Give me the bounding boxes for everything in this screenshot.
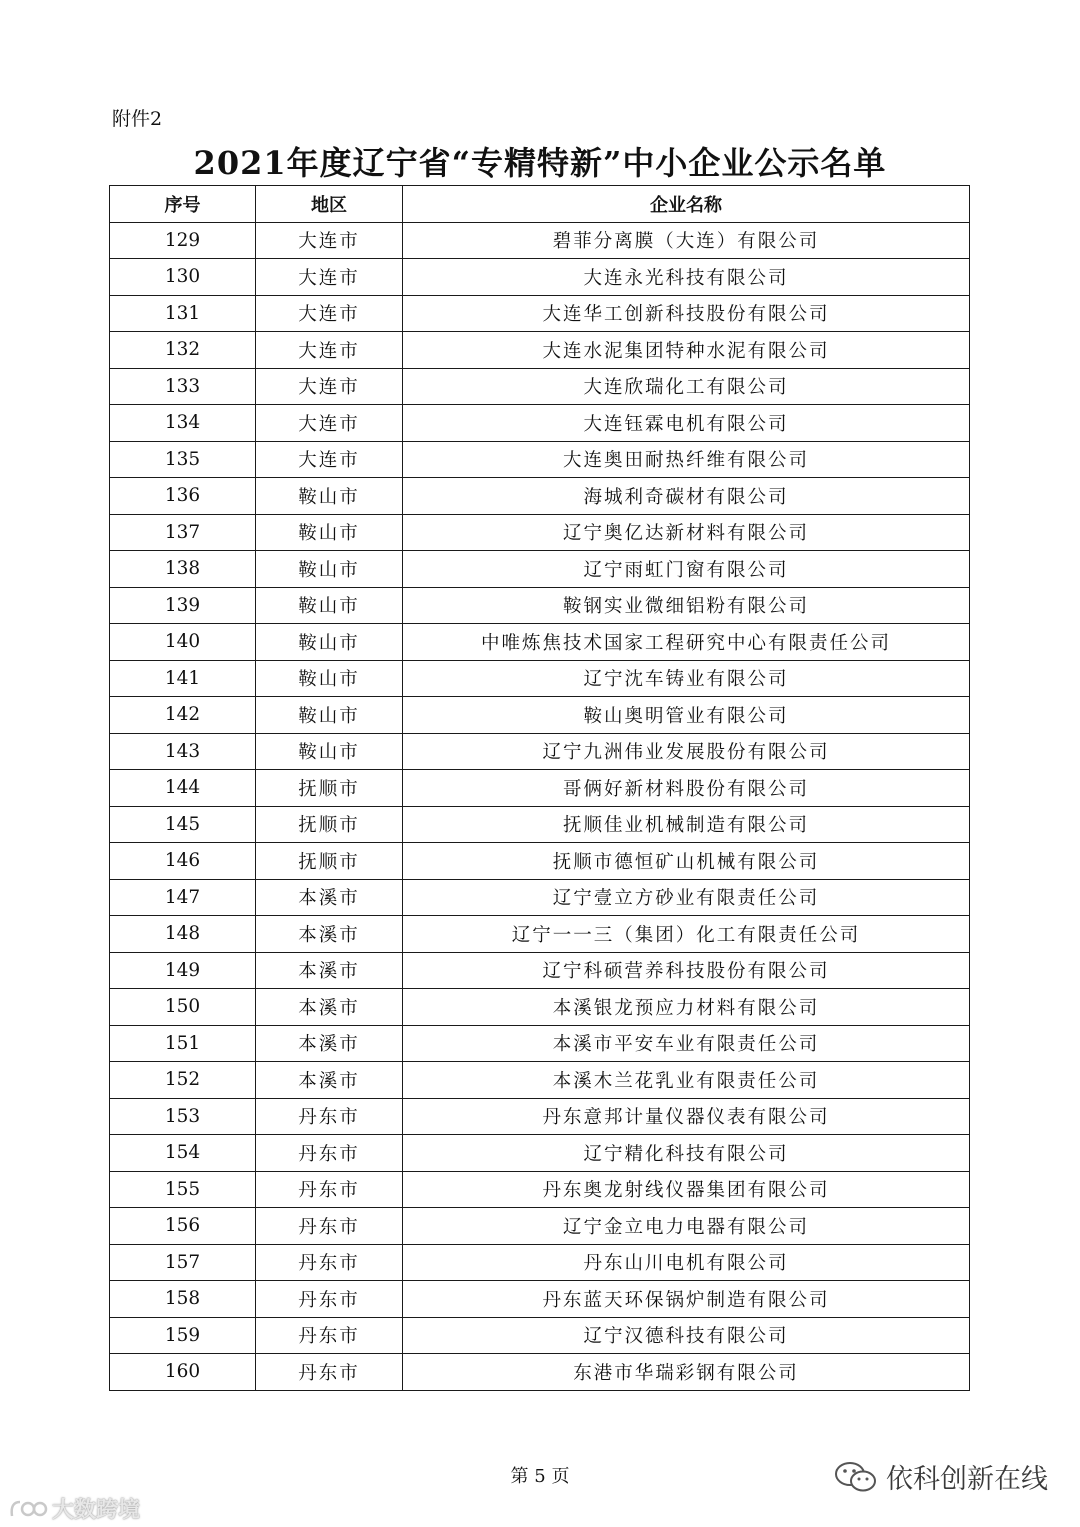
row-index: 152 — [110, 1062, 256, 1099]
table-row — [110, 989, 970, 1026]
row-company-name: 抚顺佳业机械制造有限公司 — [403, 806, 970, 843]
row-index: 151 — [110, 1025, 256, 1062]
row-region: 丹东市 — [256, 1171, 403, 1208]
header-index: 序号 — [110, 186, 256, 223]
attachment-label: 附件2 — [112, 108, 163, 130]
row-company-name: 辽宁汉德科技有限公司 — [403, 1317, 970, 1354]
row-region: 大连市 — [256, 332, 403, 369]
row-index: 143 — [110, 733, 256, 770]
header-region: 地区 — [256, 186, 403, 223]
row-region: 丹东市 — [256, 1244, 403, 1281]
row-index: 133 — [110, 368, 256, 405]
table-row — [110, 1171, 970, 1208]
row-region: 鞍山市 — [256, 660, 403, 697]
header-company: 企业名称 — [403, 186, 970, 223]
row-region: 鞍山市 — [256, 733, 403, 770]
row-region: 本溪市 — [256, 1025, 403, 1062]
table-row — [110, 952, 970, 989]
row-index: 145 — [110, 806, 256, 843]
row-index: 159 — [110, 1317, 256, 1354]
row-index: 138 — [110, 551, 256, 588]
table-row — [110, 879, 970, 916]
row-company-name: 本溪银龙预应力材料有限公司 — [403, 989, 970, 1026]
row-index: 160 — [110, 1354, 256, 1391]
row-region: 鞍山市 — [256, 624, 403, 661]
row-index: 141 — [110, 660, 256, 697]
table-row — [110, 843, 970, 880]
row-company-name: 碧菲分离膜（大连）有限公司 — [403, 222, 970, 259]
row-region: 本溪市 — [256, 879, 403, 916]
row-company-name: 大连永光科技有限公司 — [403, 259, 970, 296]
table-row — [110, 405, 970, 442]
table-row — [110, 551, 970, 588]
row-company-name: 丹东蓝天环保锅炉制造有限公司 — [403, 1281, 970, 1318]
site-mark-text: 大数跨境 — [52, 1498, 141, 1523]
table-row — [110, 1062, 970, 1099]
row-index: 136 — [110, 478, 256, 515]
table-row — [110, 697, 970, 734]
row-index: 142 — [110, 697, 256, 734]
row-region: 鞍山市 — [256, 697, 403, 734]
row-region: 大连市 — [256, 368, 403, 405]
table-row — [110, 1135, 970, 1172]
site-watermark — [8, 1493, 140, 1524]
table-row — [110, 368, 970, 405]
row-region: 鞍山市 — [256, 587, 403, 624]
page-number: 第 5 页 — [510, 1466, 570, 1487]
row-index: 154 — [110, 1135, 256, 1172]
row-region: 丹东市 — [256, 1317, 403, 1354]
table-row — [110, 806, 970, 843]
table-row — [110, 624, 970, 661]
wechat-account-name: 依科创新在线 — [886, 1464, 1048, 1495]
row-company-name: 丹东奥龙射线仪器集团有限公司 — [403, 1171, 970, 1208]
row-region: 抚顺市 — [256, 806, 403, 843]
row-region: 丹东市 — [256, 1135, 403, 1172]
row-index: 156 — [110, 1208, 256, 1245]
row-index: 131 — [110, 295, 256, 332]
company-list-table — [109, 185, 970, 1391]
row-company-name: 辽宁九洲伟业发展股份有限公司 — [403, 733, 970, 770]
row-company-name: 东港市华瑞彩钢有限公司 — [403, 1354, 970, 1391]
row-region: 抚顺市 — [256, 843, 403, 880]
row-company-name: 中唯炼焦技术国家工程研究中心有限责任公司 — [403, 624, 970, 661]
table-row — [110, 1098, 970, 1135]
table-row — [110, 660, 970, 697]
page-title: 2021年度辽宁省“专精特新”中小企业公示名单 — [193, 144, 887, 182]
row-company-name: 本溪市平安车业有限责任公司 — [403, 1025, 970, 1062]
row-index: 137 — [110, 514, 256, 551]
row-index: 150 — [110, 989, 256, 1026]
row-index: 135 — [110, 441, 256, 478]
row-region: 鞍山市 — [256, 551, 403, 588]
row-company-name: 鞍钢实业微细铝粉有限公司 — [403, 587, 970, 624]
table-row — [110, 1317, 970, 1354]
row-company-name: 辽宁雨虹门窗有限公司 — [403, 551, 970, 588]
row-company-name: 大连华工创新科技股份有限公司 — [403, 295, 970, 332]
row-region: 鞍山市 — [256, 478, 403, 515]
row-index: 132 — [110, 332, 256, 369]
row-index: 158 — [110, 1281, 256, 1318]
row-company-name: 海城利奇碳材有限公司 — [403, 478, 970, 515]
row-index: 130 — [110, 259, 256, 296]
row-region: 大连市 — [256, 441, 403, 478]
table-row — [110, 514, 970, 551]
row-company-name: 辽宁精化科技有限公司 — [403, 1135, 970, 1172]
row-index: 129 — [110, 222, 256, 259]
row-index: 148 — [110, 916, 256, 953]
table-row — [110, 733, 970, 770]
table-header-row — [110, 186, 970, 223]
row-company-name: 辽宁沈车铸业有限公司 — [403, 660, 970, 697]
row-company-name: 大连奥田耐热纤维有限公司 — [403, 441, 970, 478]
table-row — [110, 1354, 970, 1391]
row-region: 本溪市 — [256, 952, 403, 989]
row-company-name: 本溪木兰花乳业有限责任公司 — [403, 1062, 970, 1099]
row-company-name: 丹东山川电机有限公司 — [403, 1244, 970, 1281]
table-row — [110, 478, 970, 515]
row-index: 139 — [110, 587, 256, 624]
row-index: 155 — [110, 1171, 256, 1208]
row-region: 本溪市 — [256, 989, 403, 1026]
row-company-name: 大连水泥集团特种水泥有限公司 — [403, 332, 970, 369]
row-index: 157 — [110, 1244, 256, 1281]
row-company-name: 大连钰霖电机有限公司 — [403, 405, 970, 442]
row-region: 丹东市 — [256, 1098, 403, 1135]
site-logo-icon — [8, 1496, 48, 1522]
table-row — [110, 332, 970, 369]
row-region: 本溪市 — [256, 1062, 403, 1099]
row-region: 大连市 — [256, 295, 403, 332]
row-region: 丹东市 — [256, 1281, 403, 1318]
row-company-name: 大连欣瑞化工有限公司 — [403, 368, 970, 405]
row-company-name: 辽宁奥亿达新材料有限公司 — [403, 514, 970, 551]
table-row — [110, 222, 970, 259]
row-index: 140 — [110, 624, 256, 661]
table-row — [110, 295, 970, 332]
row-company-name: 抚顺市德恒矿山机械有限公司 — [403, 843, 970, 880]
row-region: 本溪市 — [256, 916, 403, 953]
table-row — [110, 1025, 970, 1062]
row-index: 144 — [110, 770, 256, 807]
row-index: 149 — [110, 952, 256, 989]
table-row — [110, 587, 970, 624]
table-row — [110, 916, 970, 953]
table-row — [110, 1244, 970, 1281]
row-company-name: 辽宁金立电力电器有限公司 — [403, 1208, 970, 1245]
row-index: 147 — [110, 879, 256, 916]
table-row — [110, 1208, 970, 1245]
row-company-name: 哥俩好新材料股份有限公司 — [403, 770, 970, 807]
row-region: 抚顺市 — [256, 770, 403, 807]
row-region: 鞍山市 — [256, 514, 403, 551]
table-row — [110, 259, 970, 296]
row-company-name: 辽宁一一三（集团）化工有限责任公司 — [403, 916, 970, 953]
table-row — [110, 770, 970, 807]
row-region: 大连市 — [256, 405, 403, 442]
row-region: 丹东市 — [256, 1208, 403, 1245]
row-company-name: 鞍山奥明管业有限公司 — [403, 697, 970, 734]
row-index: 153 — [110, 1098, 256, 1135]
table-row — [110, 441, 970, 478]
table-row — [110, 1281, 970, 1318]
row-region: 大连市 — [256, 259, 403, 296]
row-index: 134 — [110, 405, 256, 442]
row-region: 大连市 — [256, 222, 403, 259]
row-company-name: 辽宁科硕营养科技股份有限公司 — [403, 952, 970, 989]
wechat-icon — [834, 1460, 878, 1494]
wechat-watermark — [834, 1457, 1048, 1496]
row-company-name: 丹东意邦计量仪器仪表有限公司 — [403, 1098, 970, 1135]
row-company-name: 辽宁壹立方砂业有限责任公司 — [403, 879, 970, 916]
row-region: 丹东市 — [256, 1354, 403, 1391]
row-index: 146 — [110, 843, 256, 880]
